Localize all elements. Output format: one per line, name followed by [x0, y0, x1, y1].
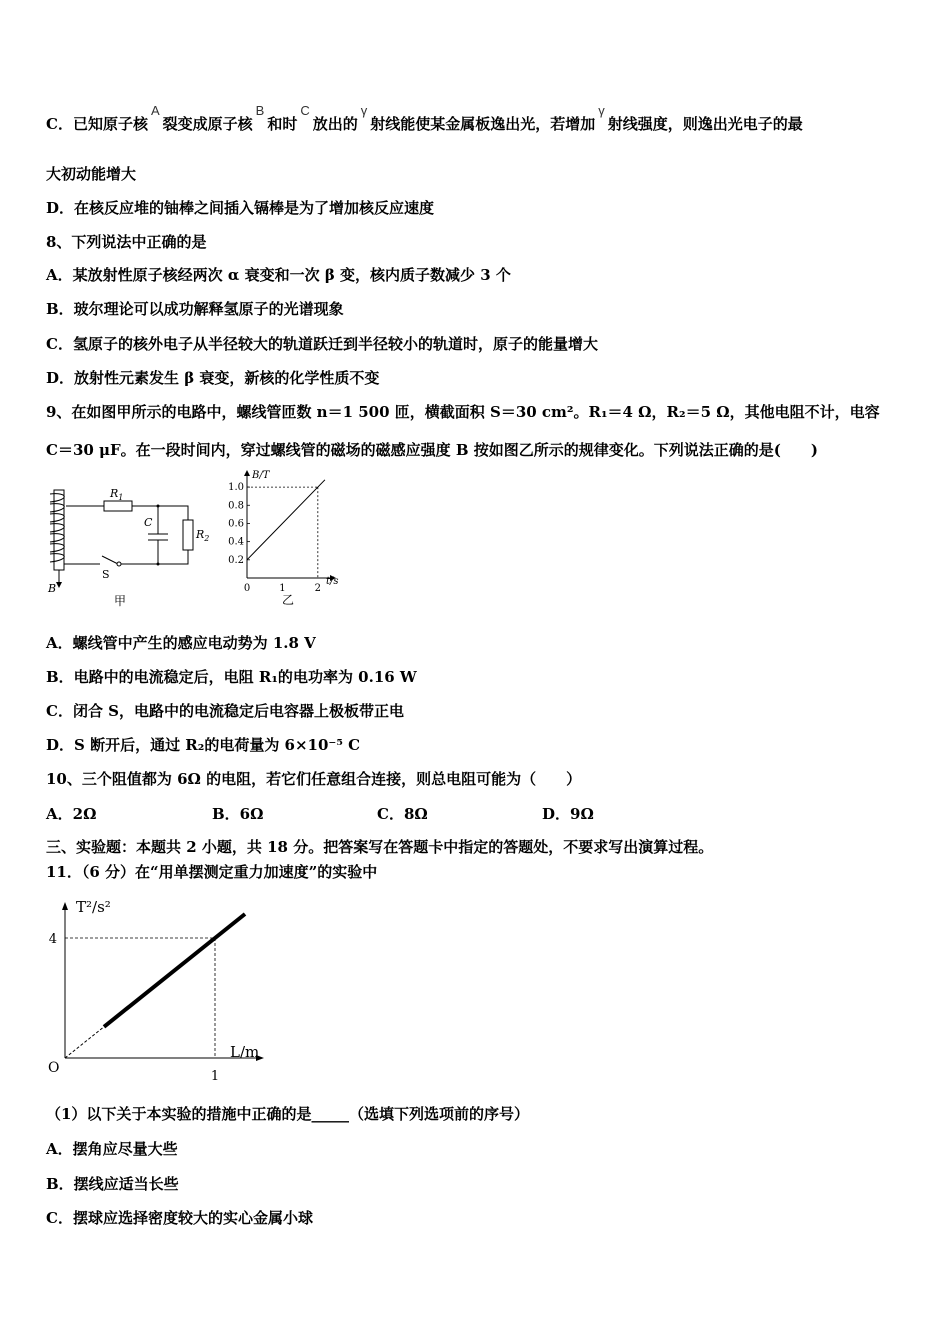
q9-option-d: D．S 断开后，通过 R₂的电荷量为 6×10⁻⁵ C	[46, 736, 361, 754]
figure-label-jia: 甲	[114, 594, 127, 608]
bt-series-line	[247, 480, 325, 560]
extrapolated-line	[65, 1027, 104, 1058]
x-axis-label: t/s	[326, 576, 339, 587]
y-axis-label: B/T	[252, 470, 270, 481]
x-tick-label: 1	[210, 1069, 220, 1084]
wire-bottom-left	[64, 560, 100, 564]
y-tick-label: 0.4	[228, 536, 244, 548]
q8-option-b: B．玻尔理论可以成功解释氢原子的光谱现象	[46, 300, 344, 318]
x-tick-label: 2	[314, 583, 322, 594]
symbol-gamma: γ	[598, 103, 605, 118]
bt-graph-yi	[222, 466, 352, 612]
q8-option-d: D．放射性元素发生 β 衰变，新核的化学性质不变	[46, 369, 380, 387]
q9-option-c: C．闭合 S，电路中的电流稳定后电容器上极板带正电	[46, 702, 404, 720]
text-seg: 射线能使某金属板逸出光，若增加	[370, 115, 596, 133]
text-seg: 射线强度，则逸出光电子的最	[607, 115, 803, 133]
switch-s	[102, 556, 118, 564]
field-label: B	[48, 582, 57, 595]
section-3-heading: 三、实验题：本题共 2 小题，共 18 分。把答案写在答题卡中指定的答题处，不要求写出演算过程。	[46, 838, 714, 856]
symbol-C: C	[300, 103, 310, 118]
capacitor-label: C	[144, 516, 153, 529]
q11-option-b: B．摆线应适当长些	[46, 1175, 179, 1193]
capacitor	[148, 506, 168, 564]
y-tick-label: 4	[48, 932, 57, 947]
text-seg: 放出的	[312, 115, 358, 133]
q9-option-b: B．电路中的电流稳定后，电阻 R₁的电功率为 0.16 W	[46, 668, 417, 686]
text-seg: C．已知原子核	[46, 115, 148, 133]
y-tick-label: 1.0	[228, 482, 244, 494]
y-axis-arrow	[244, 470, 250, 476]
symbol-A: A	[150, 103, 160, 118]
t2-l-graph	[40, 892, 270, 1088]
q9-stem-line2: C＝30 μF。在一段时间内，穿过螺线管的磁场的磁感应强度 B 按如图乙所示的规律变化。下列说法正确的是( )	[46, 441, 818, 459]
r1-label: $R_1$	[110, 487, 124, 502]
origin-label: O	[48, 1060, 60, 1076]
switch-terminal	[117, 562, 121, 566]
q9-option-a: A．螺线管中产生的感应电动势为 1.8 V	[46, 634, 316, 652]
q10-option-c: C．8Ω	[377, 805, 428, 823]
r2-label: $R_2$	[196, 528, 210, 543]
x-tick-label: 1	[279, 583, 286, 594]
y-axis-label: T²/s²	[76, 898, 111, 916]
q11-option-a: A．摆角应尽量大些	[46, 1140, 178, 1158]
q11-stem: 11．（6 分）在“用单摆测定重力加速度”的实验中	[46, 863, 378, 881]
symbol-gamma: γ	[360, 103, 368, 118]
text-seg: 裂变成原子核	[162, 115, 253, 133]
y-axis-arrow	[62, 902, 68, 910]
q9-stem-line1: 9、在如图甲所示的电路中，螺线管匝数 n＝1 500 匝，横截面积 S＝30 cm²。R₁＝4 Ω，R₂＝5 Ω，其他电阻不计，电容	[46, 403, 880, 421]
y-tick-label: 0.8	[228, 500, 244, 512]
circuit-figure-jia	[40, 472, 220, 612]
junction-dot	[157, 505, 160, 508]
t2-series-line	[104, 914, 245, 1027]
resistor-r2	[183, 520, 193, 550]
q8-option-a: A．某放射性原子核经两次 α 衰变和一次 β 变，核内质子数减少 3 个	[46, 266, 511, 284]
x-tick-label: 0	[243, 583, 251, 594]
q8-stem: 8、下列说法中正确的是	[46, 233, 207, 251]
q10-option-b: B．6Ω	[212, 805, 264, 823]
q10-stem: 10、三个阻值都为 6Ω 的电阻，若它们任意组合连接，则总电阻可能为（ ）	[46, 770, 582, 788]
wire-right-bottom	[158, 550, 188, 564]
field-arrow-head	[56, 582, 62, 588]
switch-label: S	[102, 568, 110, 581]
q7-option-c-line2: 大初动能增大	[46, 165, 137, 183]
solenoid-coil	[50, 494, 64, 562]
q11-option-c: C．摆球应选择密度较大的实心金属小球	[46, 1209, 313, 1227]
x-axis-label: L/m	[230, 1043, 260, 1061]
resistor-r1	[104, 501, 132, 511]
q7-option-d: D．在核反应堆的铀棒之间插入镉棒是为了增加核反应速度	[46, 199, 435, 217]
q7-option-c-line1	[46, 103, 803, 135]
q10-option-a: A．2Ω	[46, 805, 97, 823]
text-seg: 和时	[267, 115, 298, 133]
wire-top-right	[132, 506, 188, 520]
junction-dot	[157, 563, 160, 566]
y-tick-label: 0.6	[228, 518, 244, 530]
q11-sub1: （1）以下关于本实验的措施中正确的是_____（选填下列选项前的序号）	[46, 1105, 529, 1123]
q8-option-c: C．氢原子的核外电子从半径较大的轨道跃迁到半径较小的轨道时，原子的能量增大	[46, 335, 598, 353]
q10-option-d: D．9Ω	[542, 805, 594, 823]
y-tick-label: 0.2	[228, 554, 244, 566]
symbol-B: B	[255, 103, 265, 118]
figure-label-yi: 乙	[282, 593, 295, 607]
